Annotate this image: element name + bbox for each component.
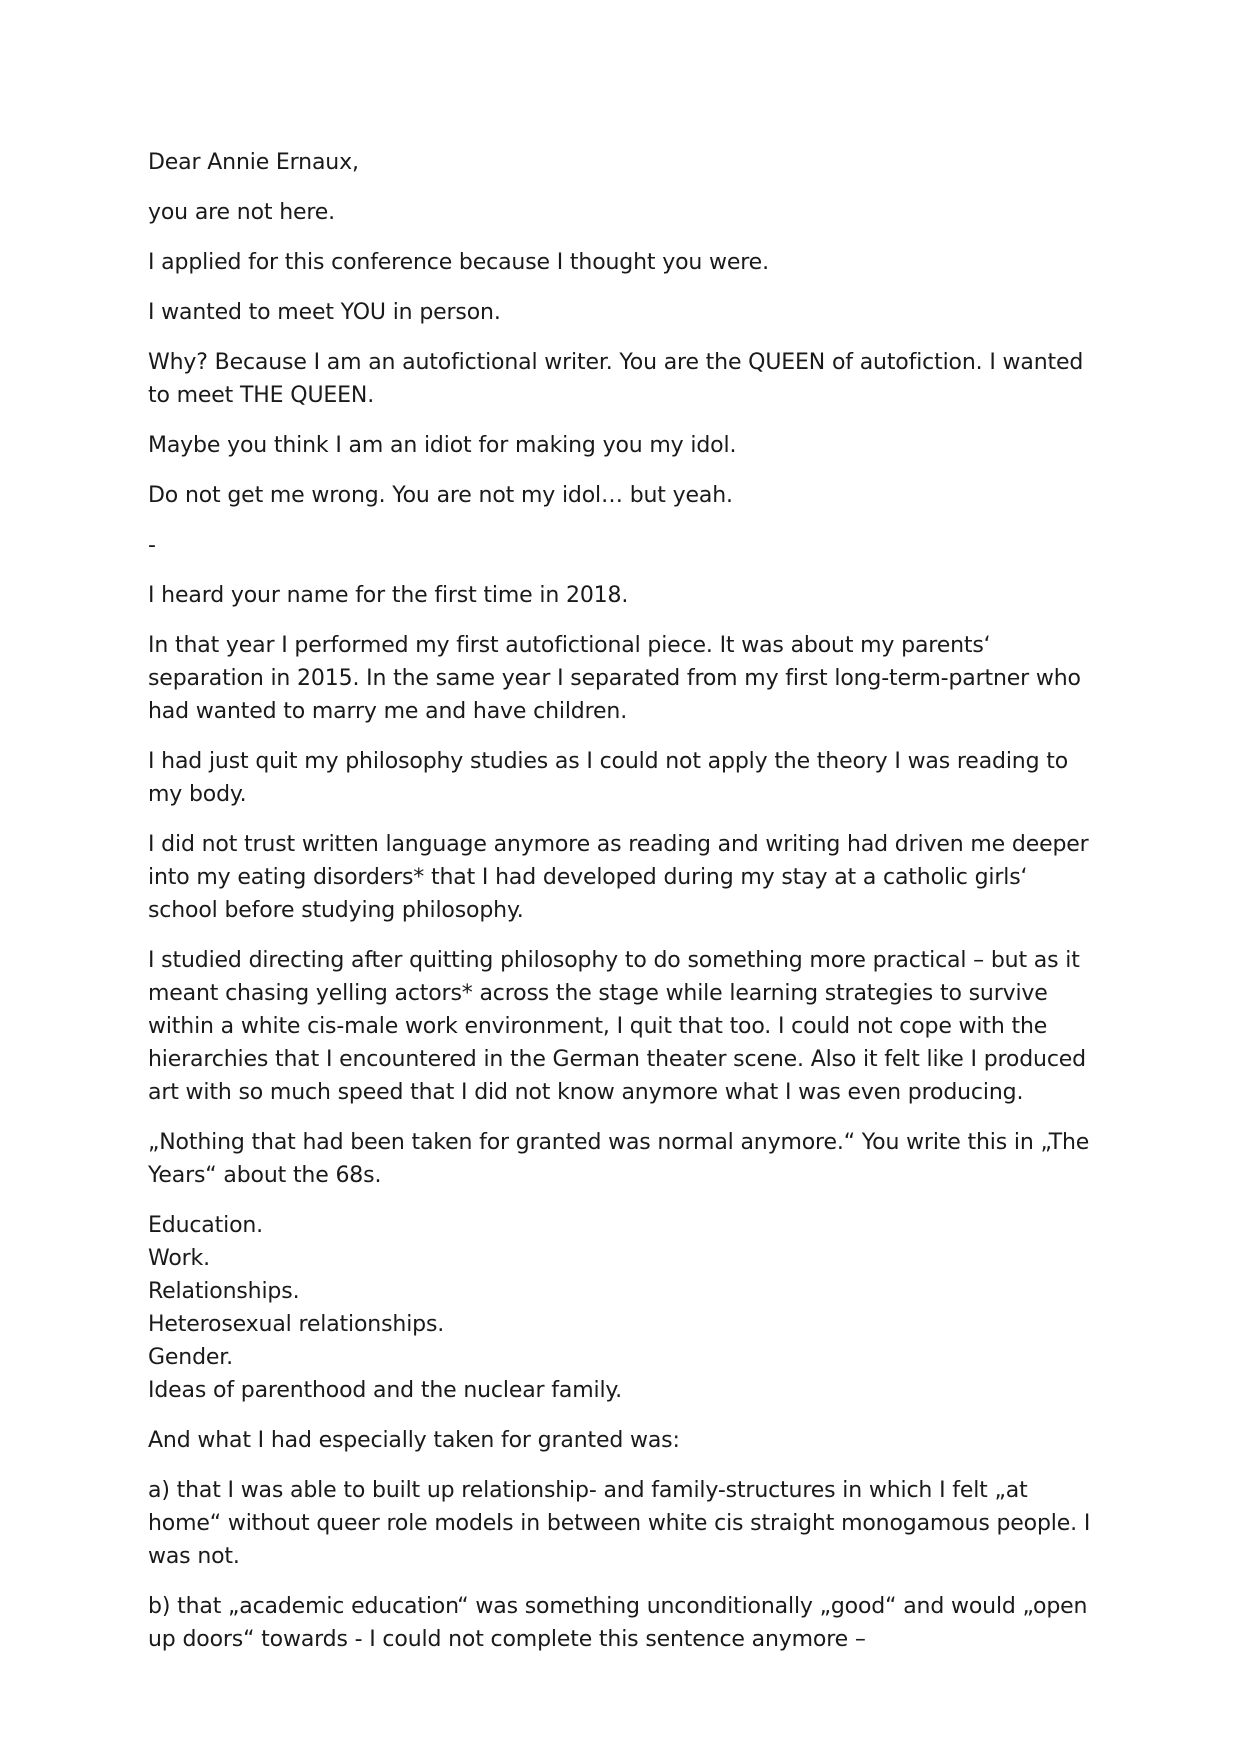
section-separator: -: [148, 533, 156, 558]
salutation: Dear Annie Ernaux,: [148, 150, 359, 175]
paragraph: I heard your name for the first time in 2018.: [148, 583, 629, 608]
list-item: Heterosexual relationships.: [148, 1312, 445, 1337]
paragraph: a) that I was able to built up relationship- and family-structures in which I felt „at home“ without queer role models in between white cis straight monogamous people. I was not.: [148, 1478, 1091, 1569]
paragraph: And what I had especially taken for granted was:: [148, 1428, 680, 1453]
paragraph: you are not here.: [148, 200, 336, 225]
paragraph: „Nothing that had been taken for granted was normal anymore.“ You write this in „The Years“ about the 68s.: [148, 1130, 1090, 1188]
paragraph: I applied for this conference because I thought you were.: [148, 250, 769, 275]
paragraph: Do not get me wrong. You are not my idol… but yeah.: [148, 483, 733, 508]
list-item: Education.: [148, 1213, 264, 1238]
list-item: Ideas of parenthood and the nuclear family.: [148, 1378, 622, 1403]
letter-body: [148, 146, 1098, 1673]
list-item: Gender.: [148, 1345, 233, 1370]
paragraph: I did not trust written language anymore as reading and writing had driven me deeper into my eating disorders* that I had developed during my stay at a catholic girls‘ school before studying philosophy.: [148, 832, 1089, 923]
list-item: Relationships.: [148, 1279, 300, 1304]
paragraph: I had just quit my philosophy studies as I could not apply the theory I was reading to my body.: [148, 749, 1069, 807]
paragraph: Maybe you think I am an idiot for making you my idol.: [148, 433, 737, 458]
paragraph: I studied directing after quitting philosophy to do something more practical – but as it meant chasing yelling actors* across the stage while learning strategies to survive within a white cis-male work environment, I quit that too. I could not cope with the hierarchies that I encountered in the German theater scene. Also it felt like I produced art with so much speed that I did not know anymore what I was even producing.: [148, 948, 1086, 1105]
paragraph: I wanted to meet YOU in person.: [148, 300, 501, 325]
paragraph: b) that „academic education“ was something unconditionally „good“ and would „open up doors“ towards - I could not complete this sentence anymore –: [148, 1594, 1088, 1652]
paragraph: In that year I performed my first autofictional piece. It was about my parents‘ separation in 2015. In the same year I separated from my first long-term-partner who had wanted to marry me and have children.: [148, 633, 1081, 724]
paragraph: Why? Because I am an autofictional writer. You are the QUEEN of autofiction. I wanted to meet THE QUEEN.: [148, 350, 1084, 408]
list-item: Work.: [148, 1246, 210, 1271]
taken-for-granted-list: [148, 1209, 1098, 1407]
